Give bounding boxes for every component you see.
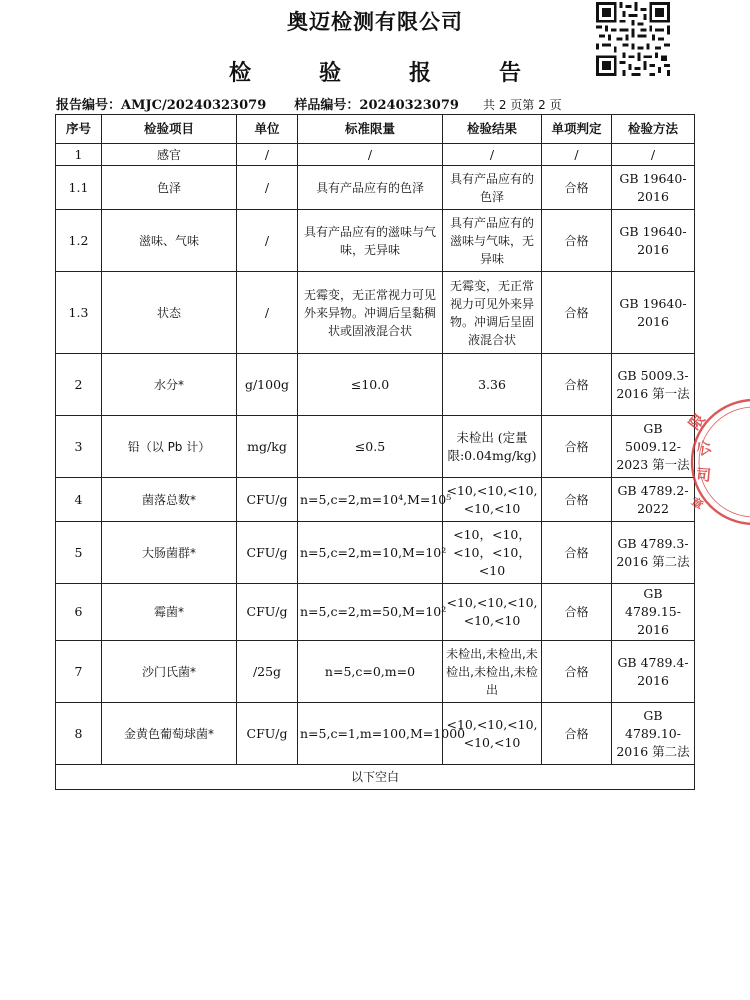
row-verdict: 合格 xyxy=(542,210,612,272)
row-limit: 具有产品应有的色泽 xyxy=(298,166,443,210)
column-header: 单位 xyxy=(237,115,298,144)
svg-text:限: 限 xyxy=(685,410,709,434)
row-verdict: 合格 xyxy=(542,354,612,416)
row-no: 3 xyxy=(56,416,102,478)
row-verdict: 合格 xyxy=(542,703,612,765)
row-method: GB 19640-2016 xyxy=(612,272,695,354)
row-result: <10,<10,<10,<10,<10 xyxy=(443,703,542,765)
svg-text:公: 公 xyxy=(693,436,715,460)
row-limit: n=5,c=2,m=10,M=10² xyxy=(298,522,443,584)
row-verdict: 合格 xyxy=(542,166,612,210)
row-unit: / xyxy=(237,272,298,354)
table-row xyxy=(56,144,695,166)
row-unit: CFU/g xyxy=(237,703,298,765)
row-method: GB 19640-2016 xyxy=(612,210,695,272)
row-no: 7 xyxy=(56,641,102,703)
row-verdict: 合格 xyxy=(542,641,612,703)
row-method: GB 4789.3-2016 第二法 xyxy=(612,522,695,584)
row-method: GB 5009.3-2016 第一法 xyxy=(612,354,695,416)
row-unit: / xyxy=(237,144,298,166)
qr-code-icon xyxy=(596,2,670,76)
row-no: 1.1 xyxy=(56,166,102,210)
column-header: 检验项目 xyxy=(102,115,237,144)
row-method: GB 4789.15-2016 xyxy=(612,584,695,641)
row-unit: CFU/g xyxy=(237,584,298,641)
title-char: 检 xyxy=(228,61,251,86)
row-no: 1 xyxy=(56,144,102,166)
row-unit: CFU/g xyxy=(237,522,298,584)
row-no: 5 xyxy=(56,522,102,584)
row-unit: CFU/g xyxy=(237,478,298,522)
row-unit: / xyxy=(237,210,298,272)
row-result: 具有产品应有的色泽 xyxy=(443,166,542,210)
row-result: <10,<10,<10,<10,<10 xyxy=(443,478,542,522)
row-limit: ≤0.5 xyxy=(298,416,443,478)
row-limit: ≤10.0 xyxy=(298,354,443,416)
row-item: 滋味、气味 xyxy=(102,210,237,272)
row-item: 金黄色葡萄球菌* xyxy=(102,703,237,765)
row-verdict: / xyxy=(542,144,612,166)
report-meta-line xyxy=(56,94,562,113)
row-limit: 具有产品应有的滋味与气味，无异味 xyxy=(298,210,443,272)
column-header: 序号 xyxy=(56,115,102,144)
row-limit: n=5,c=2,m=50,M=10² xyxy=(298,584,443,641)
row-no: 1.2 xyxy=(56,210,102,272)
row-item: 色泽 xyxy=(102,166,237,210)
row-result: <10，<10，<10，<10，<10 xyxy=(443,522,542,584)
report-no-value: AMJC/20240323079 xyxy=(121,98,267,113)
row-limit: n=5,c=2,m=10⁴,M=10⁵ xyxy=(298,478,443,522)
sample-no-value: 20240323079 xyxy=(359,98,459,113)
table-row xyxy=(56,703,695,765)
row-limit: n=5,c=1,m=100,M=1000 xyxy=(298,703,443,765)
row-result: 无霉变，无正常视力可见外来异物。冲调后呈固液混合状 xyxy=(443,272,542,354)
table-row xyxy=(56,210,695,272)
row-no: 8 xyxy=(56,703,102,765)
table-row xyxy=(56,478,695,522)
row-method: GB 4789.4-2016 xyxy=(612,641,695,703)
row-limit: n=5,c=0,m=0 xyxy=(298,641,443,703)
row-limit: / xyxy=(298,144,443,166)
row-result: / xyxy=(443,144,542,166)
table-row xyxy=(56,641,695,703)
row-method: GB 4789.2-2022 xyxy=(612,478,695,522)
row-no: 6 xyxy=(56,584,102,641)
row-verdict: 合格 xyxy=(542,478,612,522)
row-item: 大肠菌群* xyxy=(102,522,237,584)
row-result: 未检出 (定量限:0.04mg/kg) xyxy=(443,416,542,478)
row-result: <10,<10,<10,<10,<10 xyxy=(443,584,542,641)
row-verdict: 合格 xyxy=(542,522,612,584)
row-no: 1.3 xyxy=(56,272,102,354)
inspection-results-table xyxy=(55,114,695,790)
row-item: 沙门氏菌* xyxy=(102,641,237,703)
table-header-row xyxy=(56,115,695,144)
title-char: 报 xyxy=(409,61,432,86)
row-item: 铅（以 Pb 计） xyxy=(102,416,237,478)
column-header: 检验方法 xyxy=(612,115,695,144)
row-item: 状态 xyxy=(102,272,237,354)
company-name: 奥迈检测有限公司 xyxy=(287,10,463,34)
row-method: / xyxy=(612,144,695,166)
row-result: 3.36 xyxy=(443,354,542,416)
row-verdict: 合格 xyxy=(542,416,612,478)
row-method: GB 19640-2016 xyxy=(612,166,695,210)
column-header: 检验结果 xyxy=(443,115,542,144)
table-row xyxy=(56,522,695,584)
table-footer-row xyxy=(56,765,695,790)
row-item: 霉菌* xyxy=(102,584,237,641)
row-no: 4 xyxy=(56,478,102,522)
row-verdict: 合格 xyxy=(542,272,612,354)
row-unit: / xyxy=(237,166,298,210)
svg-text:司: 司 xyxy=(695,465,712,485)
page-info: 共 2 页第 2 页 xyxy=(483,98,562,112)
row-item: 菌落总数* xyxy=(102,478,237,522)
row-result: 未检出,未检出,未检出,未检出,未检出 xyxy=(443,641,542,703)
column-header: 标准限量 xyxy=(298,115,443,144)
table-row xyxy=(56,584,695,641)
row-limit: 无霉变，无正常视力可见外来异物。冲调后呈黏稠状或固液混合状 xyxy=(298,272,443,354)
row-method: GB 4789.10-2016 第二法 xyxy=(612,703,695,765)
table-row xyxy=(56,416,695,478)
table-row xyxy=(56,166,695,210)
title-char: 告 xyxy=(499,61,522,86)
column-header: 单项判定 xyxy=(542,115,612,144)
row-verdict: 合格 xyxy=(542,584,612,641)
row-result: 具有产品应有的滋味与气味，无异味 xyxy=(443,210,542,272)
table-row xyxy=(56,272,695,354)
blank-below-note: 以下空白 xyxy=(56,765,695,790)
row-unit: g/100g xyxy=(237,354,298,416)
red-seal-stamp xyxy=(686,392,746,532)
row-item: 水分* xyxy=(102,354,237,416)
table-row xyxy=(56,354,695,416)
svg-text:章: 章 xyxy=(688,494,706,513)
row-unit: /25g xyxy=(237,641,298,703)
title-char: 验 xyxy=(318,61,341,86)
sample-no-label: 样品编号： xyxy=(294,98,360,113)
row-method: GB 5009.12-2023 第一法 xyxy=(612,416,695,478)
row-item: 感官 xyxy=(102,144,237,166)
row-no: 2 xyxy=(56,354,102,416)
report-no-label: 报告编号： xyxy=(56,98,122,113)
row-unit: mg/kg xyxy=(237,416,298,478)
